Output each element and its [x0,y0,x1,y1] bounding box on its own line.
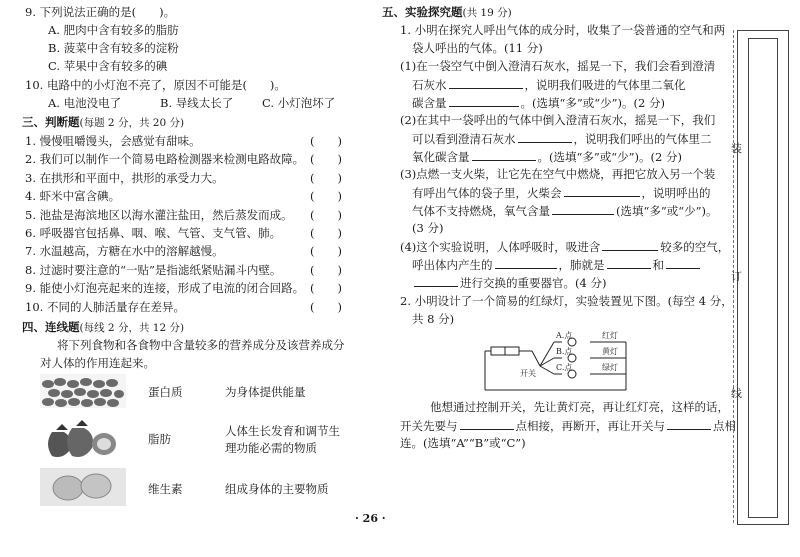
exp-q1-p1-line3 [412,95,665,110]
q10-option-b: B. 导线太长了 [160,96,234,110]
q10-option-a: A. 电池没电了 [48,96,122,110]
section3-title: 三、判断题 [22,115,80,129]
exp-q1-p4-line1 [400,239,729,254]
nutrient-protein: 蛋白质 [148,385,183,399]
q10-option-c: C. 小灯泡坏了 [262,96,336,110]
text-segment: ，说明我们吸进的气体里二氧化 [524,78,686,92]
answer-blank[interactable] [564,185,640,197]
binding-margin-inner [748,38,778,518]
q9-stem: 9. 下列说法正确的是( )。 [25,5,176,19]
answer-blank[interactable] [460,418,514,430]
text-segment: 。(选填“多”或“少”)。(2 分) [537,150,682,164]
exp-q1-p3-line2 [412,185,711,200]
text-segment: ，说明呼出的 [641,186,711,200]
section5-note: (共 19 分) [462,7,512,19]
section4-title: 四、连线题 [22,320,80,334]
exp-q1-p4-line3 [412,275,606,290]
judge-answer-paren[interactable]: ( ) [310,262,342,277]
switch-label: 开关 [520,369,536,378]
judge-answer-paren[interactable]: ( ) [310,281,342,296]
answer-blank[interactable] [552,203,614,215]
exp-q2-para-line2 [400,418,736,433]
exp-q2-line2: 共 8 分) [412,312,455,326]
judge-item: 10. 不同的人肺活量存在差异。 [25,299,185,314]
judge-item: 5. 池盐是海滨地区以海水灌注盐田，然后蒸发而成。 [25,207,293,222]
judge-item: 2. 我们可以制作一个简易电路检测器来检测电路故障。 [25,152,305,167]
answer-blank[interactable] [449,77,523,89]
judge-answer-paren[interactable]: ( ) [310,299,342,314]
section5-title: 五、实验探究题 [382,5,463,19]
nutrient-fat: 脂肪 [148,432,171,446]
function-growth-line2: 理功能必需的物质 [225,441,317,455]
answer-blank[interactable] [607,257,651,269]
exp-q1-p4-line2 [412,257,702,272]
exp-q1-p3-line4: (3 分) [412,221,444,235]
judge-item: 3. 在拱形和平面中，拱形的承受力大。 [25,170,224,185]
answer-blank[interactable] [472,149,536,161]
section3-note: (每题 2 分，共 20 分) [79,117,185,129]
binding-char-ding: 订 [731,270,742,283]
peanuts-image [40,374,126,408]
strawberries-image [40,418,126,460]
text-segment: ，说明我们呼出的气体里二 [573,132,712,146]
judge-answer-paren[interactable]: ( ) [310,152,342,167]
section4-heading [22,320,184,335]
text-segment: 较多的空气， [660,240,730,254]
exp-q2-line1: 2. 小明设计了一个简易的红绿灯，实验装置见下图。(每空 4 分， [400,294,733,308]
exp-q1-p3-line3 [412,203,718,218]
q9-option-a: A. 肥肉中含有较多的脂肪 [48,23,179,37]
section4-note: (每线 2 分，共 12 分) [79,322,185,334]
green-light-label: 绿灯 [602,363,618,372]
judge-item: 9. 能使小灯泡亮起来的连接，形成了电流的闭合回路。 [25,281,305,296]
judge-item: 1. 慢慢咀嚼馒头，会感觉有甜味。 [25,134,201,148]
exp-q2-para-line3: 连。(选填“A”“B”或“C”) [400,436,526,450]
judge-item: 8. 过滤时要注意的“一贴”是指滤纸紧贴漏斗内壁。 [25,262,282,277]
text-segment: 呼出体内产生的 [412,258,493,272]
exp-q1-p1-line1: (1)在一袋空气中倒入澄清石灰水，摇晃一下，我们会看到澄清 [400,59,716,73]
judge-answer-paren[interactable]: ( ) [310,207,342,222]
exp-q1-p2-line1: (2)在其中一袋呼出的气体中倒入澄清石灰水，摇晃一下，我们 [400,113,716,127]
text-segment: 有呼出气体的袋子里，火柴会 [412,186,562,200]
point-a-label: A.点 [556,331,573,340]
exp-q1-line2: 袋人呼出的气体。(11 分) [412,41,543,55]
exp-q1-p1-line2 [412,77,686,92]
function-growth-line1: 人体生长发育和调节生 [225,424,340,438]
function-body: 组成身体的主要物质 [225,482,329,496]
judge-answer-paren[interactable]: ( ) [310,226,342,240]
judge-item: 7. 水温越高，方糖在水中的溶解越慢。 [25,244,224,259]
text-segment: 气体不支持燃烧，氧气含量 [412,204,550,218]
exp-q2-para-line1: 他想通过控制开关，先让黄灯亮，再让红灯亮，这样的话， [430,400,729,414]
answer-blank[interactable] [518,131,572,143]
switch-lever-icon [532,351,540,366]
text-segment: 和 [652,258,664,272]
text-segment: 开关先要与 [400,419,458,433]
text-segment: 点相 [713,419,736,433]
answer-blank[interactable] [414,275,458,287]
exp-q1-p2-line2 [412,131,712,146]
q10-stem: 10. 电路中的小灯泡不亮了，原因不可能是( )。 [25,78,286,92]
point-c-label: C.点 [556,363,573,372]
text-segment: 碳含量 [412,96,447,110]
q9-option-c: C. 苹果中含有较多的碘 [48,59,168,73]
text-segment: 点相接，再断开，再让开关与 [515,419,665,433]
text-segment: (4)这个实验说明，人体呼吸时，吸进含 [400,240,601,254]
text-segment: 。(选填“多”或“少”)。(2 分) [520,96,665,110]
text-segment: ，肺就是 [558,258,605,272]
section4-desc-line2: 对人体的作用连起来。 [40,356,155,370]
section3-heading [22,115,184,130]
judge-answer-paren[interactable]: ( ) [310,244,342,259]
binding-char-zhuang: 装 [731,142,742,155]
text-segment: (选填“多”或“少”)。 [616,204,718,218]
judge-answer-paren[interactable]: ( ) [310,134,342,148]
section5-heading [382,5,512,20]
text-segment: 进行交换的重要器官。(4 分) [460,276,607,290]
answer-blank[interactable] [666,257,700,269]
exp-q1-p3-line1: (3)点燃一支火柴，让它先在空气中燃烧，再把它放入另一个装 [400,167,716,181]
q9-option-b: B. 菠菜中含有较多的淀粉 [48,41,179,55]
text-segment: 石灰水 [412,78,447,92]
yellow-light-label: 黄灯 [602,347,618,356]
point-b-label: B.点 [556,347,573,356]
nutrient-vitamin: 维生素 [148,482,183,496]
battery-icon [491,347,505,355]
exp-q1-p2-line3 [412,149,682,164]
section4-desc-line1: 将下列食物和各食物中含量较多的营养成分及该营养成分 [57,338,345,352]
judge-answer-paren[interactable]: ( ) [310,189,342,204]
judge-item: 4. 虾米中富含碘。 [25,189,121,204]
binding-char-xian: 线 [731,387,742,400]
text-segment: 可以看到澄清石灰水 [412,132,516,146]
answer-blank[interactable] [667,418,711,430]
traffic-light-circuit [480,328,660,398]
page-number: · 26 · [355,512,386,525]
red-light-label: 红灯 [602,331,618,340]
answer-blank[interactable] [495,257,557,269]
eggs-image [40,468,126,506]
text-segment: 氧化碳含量 [412,150,470,164]
judge-item: 6. 呼吸器官包括鼻、咽、喉、气管、支气管、肺。 [25,226,282,240]
answer-blank[interactable] [449,95,519,107]
judge-answer-paren[interactable]: ( ) [310,170,342,185]
answer-blank[interactable] [602,239,658,251]
exp-q1-line1: 1. 小明在探究人呼出气体的成分时，收集了一袋普通的空气和两 [400,23,726,37]
function-energy: 为身体提供能量 [225,385,306,399]
